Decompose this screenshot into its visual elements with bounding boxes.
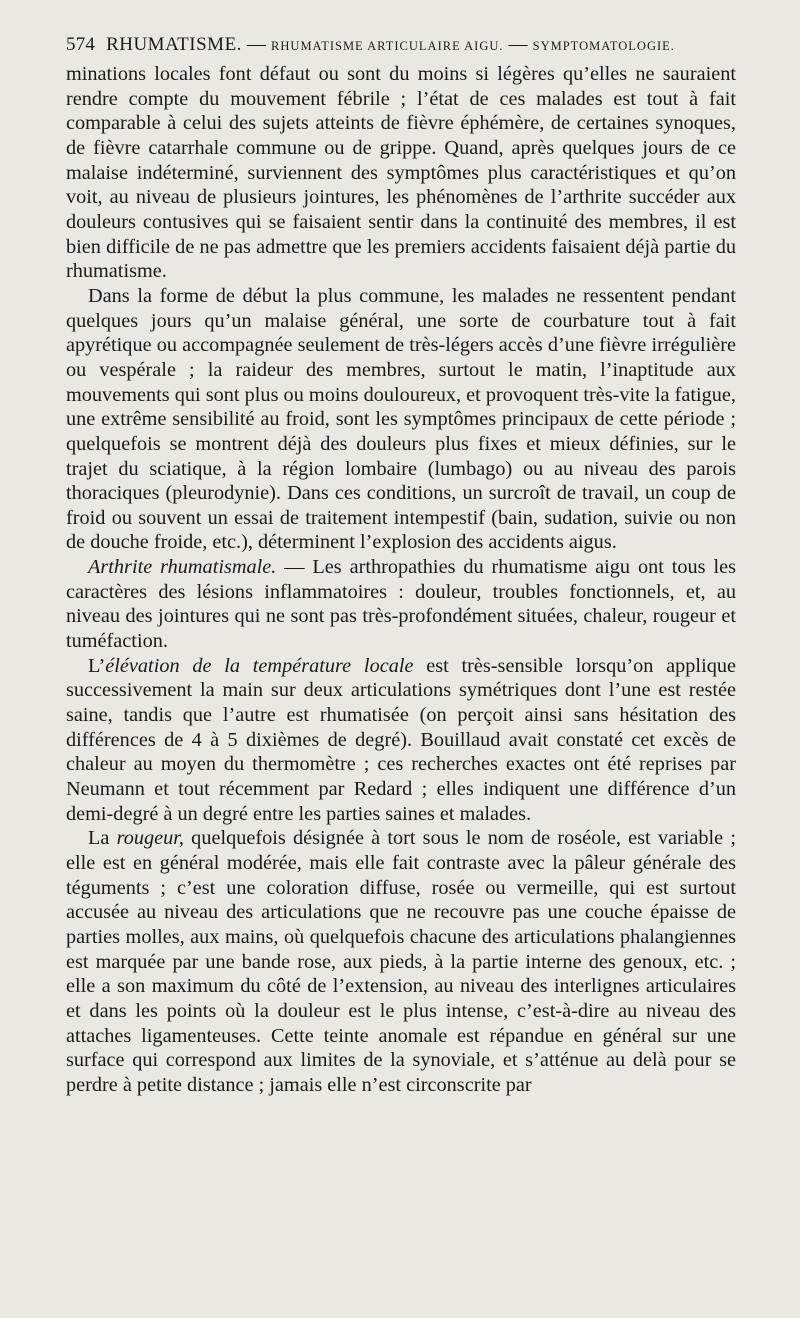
- running-header: [66, 34, 734, 57]
- italic-heading: Arthrite rhumatismale.: [88, 556, 277, 579]
- italic-term: élévation de la température locale: [105, 654, 414, 677]
- page-number: 574: [66, 34, 96, 55]
- paragraph-temperature: [66, 654, 736, 827]
- paragraph-text: est très-sensible lorsqu’on applique successivement la main sur deux articulations symétriques dont l’une est restée saine, tandis que l’autre est rhumatisée (on perçoit ainsi sans hésitation des différences de 4 à 5 dixièmes de degré). Bouillaud avait constaté cet excès de chaleur au moyen du thermomètre ; ces recherches exactes ont été reprises par Neumann et tout récemment par Redard ; elles indiquent une différence d’un demi-degré à un degré entre les parties saines et malades.: [66, 654, 736, 825]
- running-title: RHUMATISME.: [106, 34, 242, 55]
- section-title: RHUMATISME ARTICULAIRE AIGU.: [271, 39, 504, 53]
- body-text: [66, 62, 736, 1098]
- header-dash: —: [246, 34, 267, 55]
- header-dash: —: [508, 34, 528, 55]
- paragraph-debut: Dans la forme de début la plus commune, les malades ne ressentent pendant quelques jours qu’un malaise général, une sorte de courbature tout à fait apyrétique ou accompagnée seulement de très-légers accès d’une fièvre irrégulière ou vespérale ; la raideur des membres, surtout le matin, l’inaptitude aux mouvements qui sont plus ou moins douloureux, et provoquent très-vite la fatigue, une extrême sensibilité au froid, sont les symptômes principaux de cette période ; quelquefois se montrent déjà des douleurs plus fixes et mieux définies, sur le trajet du sciatique, à la région lombaire (lumbago) ou au niveau des parois thoraciques (pleurodynie). Dans ces conditions, un surcroît de travail, un coup de froid ou souvent un essai de traitement intempestif (bain, sudation, suivie ou non de douche froide, etc.), déterminent l’explosion des accidents aigus.: [66, 284, 736, 554]
- italic-term: rougeur,: [116, 827, 184, 850]
- paragraph-text: — Les arthropathies du rhumatisme aigu ont tous les caractères des lésions inflammatoires : douleur, troubles fonctionnels, et, au niveau des jointures qui ne sont pas très-profondément situées, chaleur, rougeur et tuméfaction.: [66, 556, 736, 653]
- paragraph-text: La: [88, 827, 117, 850]
- paragraph-text: L’: [88, 654, 106, 677]
- paragraph-arthrite: [66, 555, 736, 654]
- paragraph-text: quelquefois désignée à tort sous le nom de roséole, est variable ; elle est en général modérée, mais elle fait contraste avec la pâleur générale des téguments ; c’est une coloration diffuse, rosée ou vermeille, qui est surtout accusée au niveau des articulations que ne recouvre pas une couche épaisse de parties molles, aux mains, où quelquefois chacune des articulations phalangiennes est marquée par une bande rose, aux pieds, à la partie interne des genoux, etc. ; elle a son maximum du côté de l’extension, au niveau des interlignes articulaires et dans les points où la douleur est le plus intense, c’est-à-dire au niveau des attaches ligamenteuses. Cette teinte anomale est répandue en général sur une surface qui correspond aux limites de la synoviale, et s’atténue au delà pour se perdre à petite distance ; jamais elle n’est circonscrite par: [66, 827, 736, 1096]
- paragraph-continuation: minations locales font défaut ou sont du moins si légères qu’elles ne sauraient rendre compte du mouvement fébrile ; l’état de ces malades est tout à fait comparable à celui des sujets atteints de fièvre éphémère, de certaines synoques, de fièvre catarrhale commune ou de grippe. Quand, après quelques jours de ce malaise indéterminé, surviennent des symptômes plus caractéristiques et qu’on voit, au niveau de plusieurs jointures, les phénomènes de l’arthrite succéder aux douleurs contusives qui se faisaient sentir dans la continuité des membres, il est bien difficile de ne pas admettre que les premiers accidents faisaient déjà partie du rhumatisme.: [66, 63, 736, 283]
- subsection-title: SYMPTOMATOLOGIE.: [532, 39, 675, 53]
- paragraph-rougeur: [66, 826, 736, 1097]
